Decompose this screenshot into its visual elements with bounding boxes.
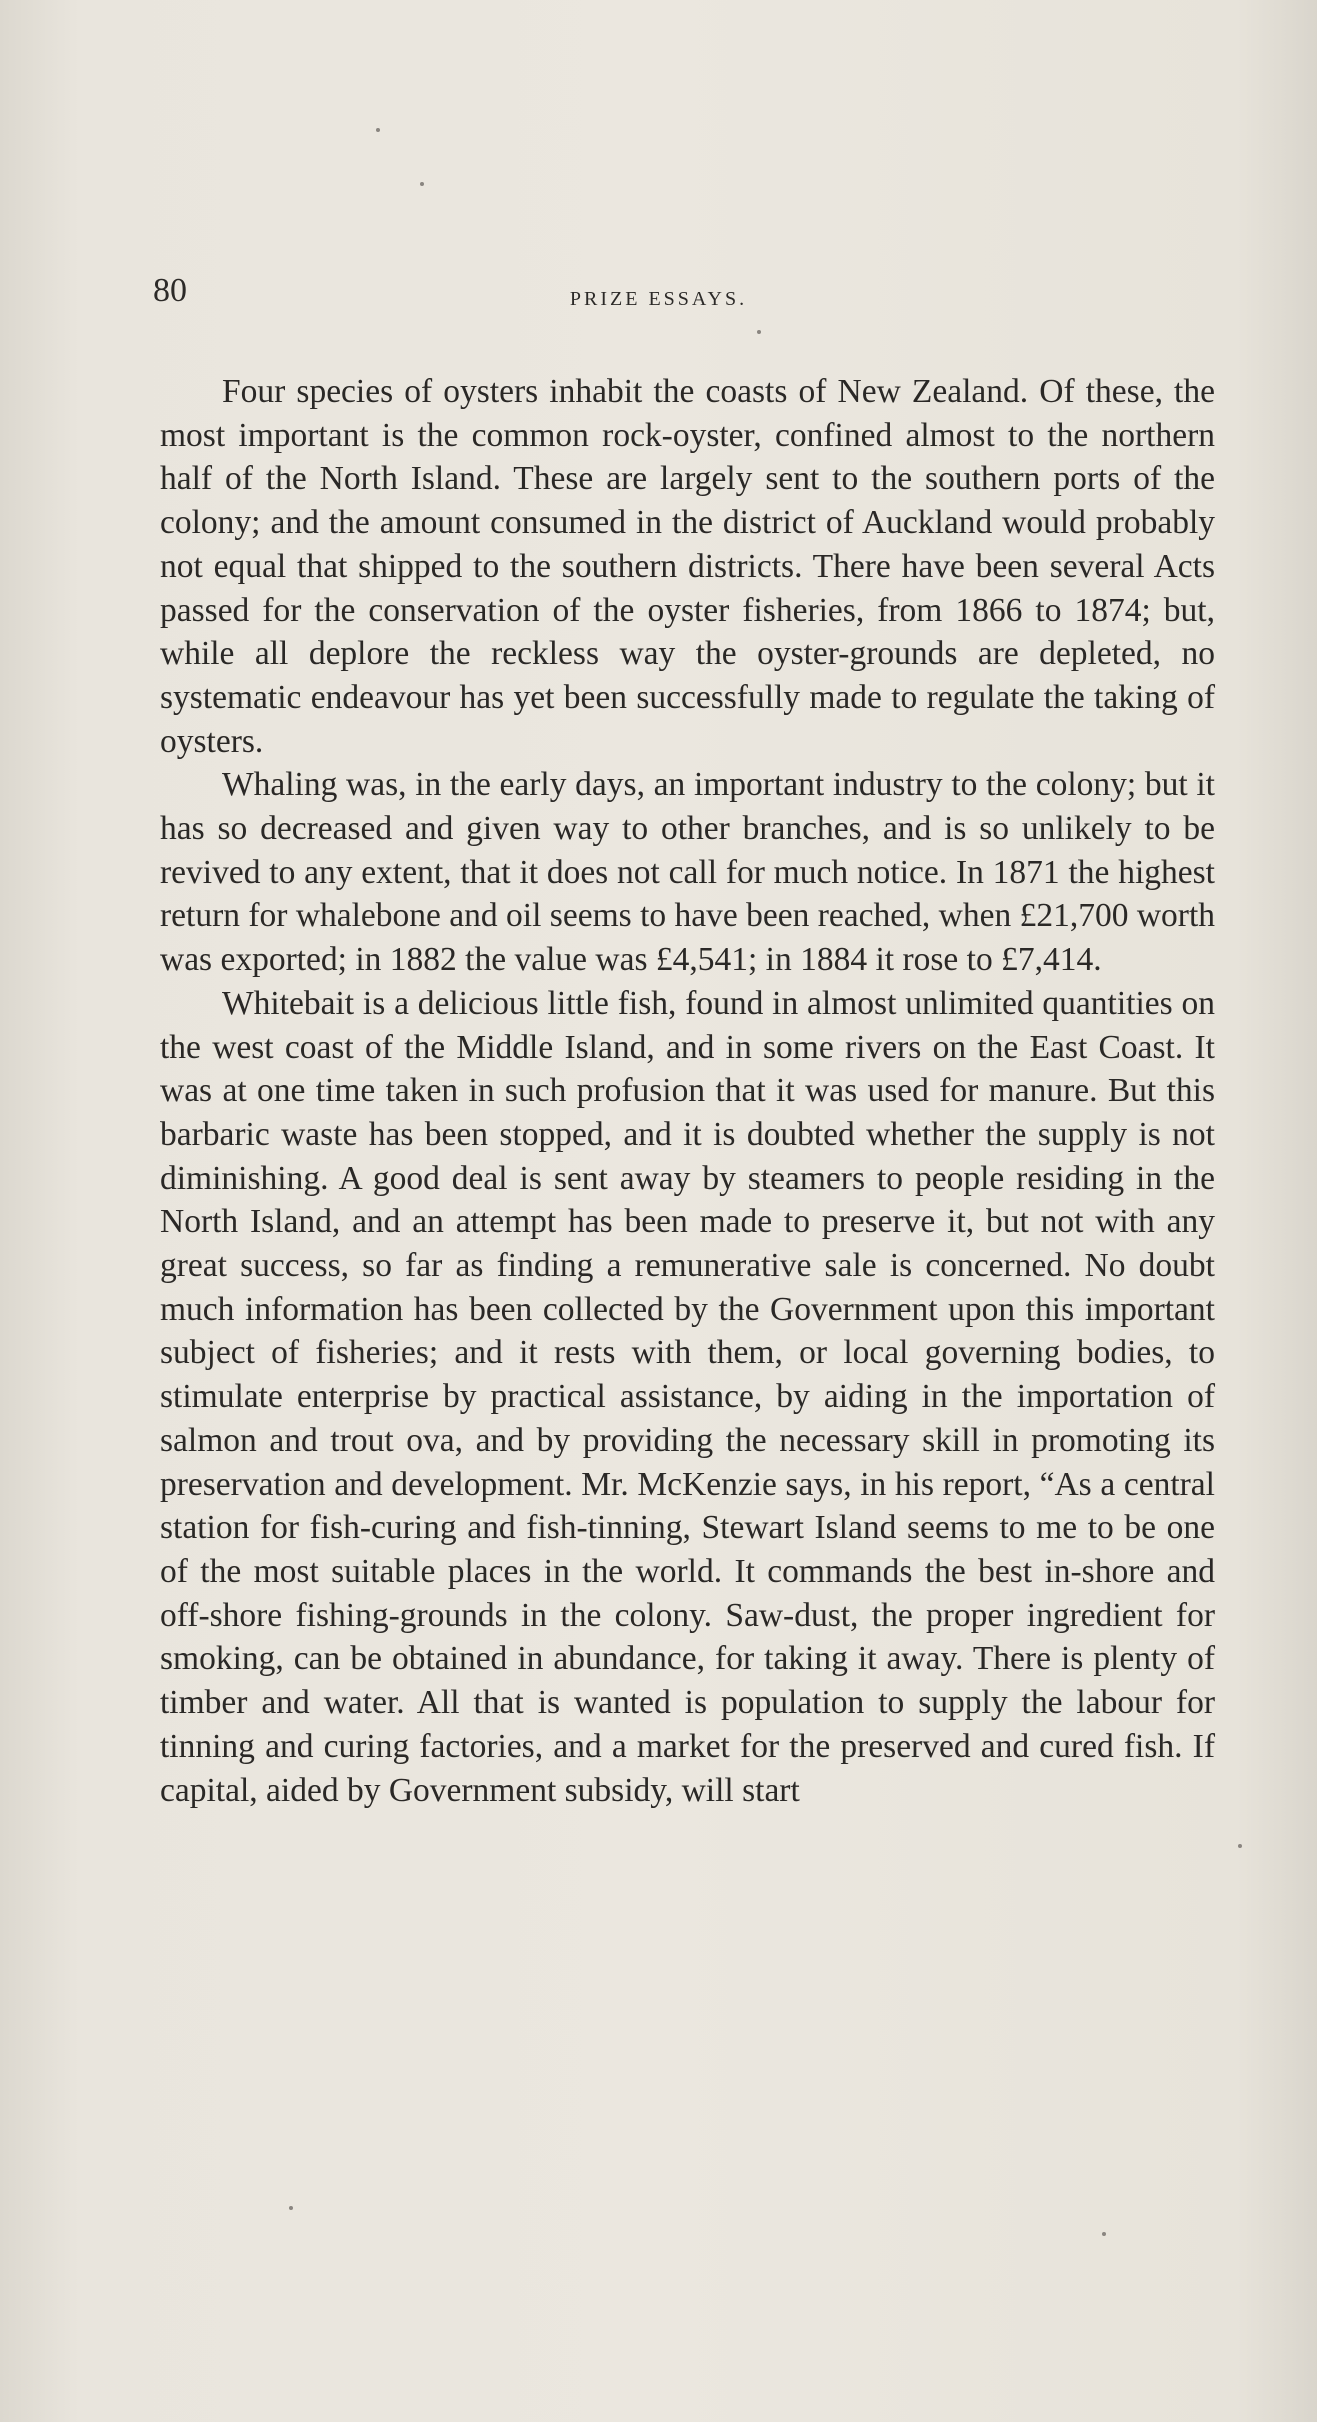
- page-number: 80: [153, 272, 187, 309]
- running-title: PRIZE ESSAYS.: [569, 288, 748, 310]
- paper-speck: [289, 2206, 293, 2210]
- paper-speck: [757, 330, 761, 334]
- paper-speck: [1238, 1844, 1242, 1848]
- paragraph-whaling: Whaling was, in the early days, an important industry to the colony; but it has so decreased and given way to other branches, and is so unlikely to be revived to any extent, that it does not call for much notice. In 1871 the highest return for whalebone and oil seems to have been reached, when £21,700 worth was exported; in 1882 the value was £4,541; in 1884 it rose to £7,414.: [160, 766, 1215, 979]
- page-header: [0, 272, 1317, 322]
- paper-speck: [420, 182, 424, 186]
- paragraph-whitebait: Whitebait is a delicious little fish, found in almost unlimited quantities on the west coast of the Middle Island, and in some rivers on the East Coast. It was at one time taken in such profusion that it was used for manure. But this barbaric waste has been stopped, and it is doubted whether the supply is not diminishing. A good deal is sent away by steamers to people residing in the North Island, and an attempt has been made to preserve it, but not with any great success, so far as finding a remunerative sale is concerned. No doubt much information has been collected by the Government upon this important subject of fisheries; and it rests with them, or local governing bodies, to stimulate enterprise by practical assistance, by aiding in the importation of salmon and trout ova, and by providing the necessary skill in promoting its preservation and development. Mr. McKenzie says, in his report, “As a central station for fish-curing and fish-tinning, Stewart Island seems to me to be one of the most suitable places in the world. It commands the best in-shore and off-shore fishing-grounds in the colony. Saw-dust, the proper ingredient for smoking, can be obtained in abundance, for taking it away. There is plenty of timber and water. All that is wanted is population to supply the labour for tinning and curing factories, and a market for the preserved and cured fish. If capital, aided by Government subsidy, will start: [160, 984, 1215, 1809]
- paragraph-oysters: Four species of oysters inhabit the coasts of New Zealand. Of these, the most important is the common rock-oyster, confined almost to the northern half of the North Island. These are largely sent to the southern ports of the colony; and the amount consumed in the district of Auckland would probably not equal that shipped to the southern districts. There have been several Acts passed for the conservation of the oyster fisheries, from 1866 to 1874; but, while all deplore the reckless way the oyster-grounds are depleted, no systematic endeavour has yet been successfully made to regulate the taking of oysters.: [160, 373, 1215, 760]
- paper-speck: [376, 128, 380, 132]
- body-text: [160, 370, 1215, 1812]
- paper-speck: [1102, 2232, 1106, 2236]
